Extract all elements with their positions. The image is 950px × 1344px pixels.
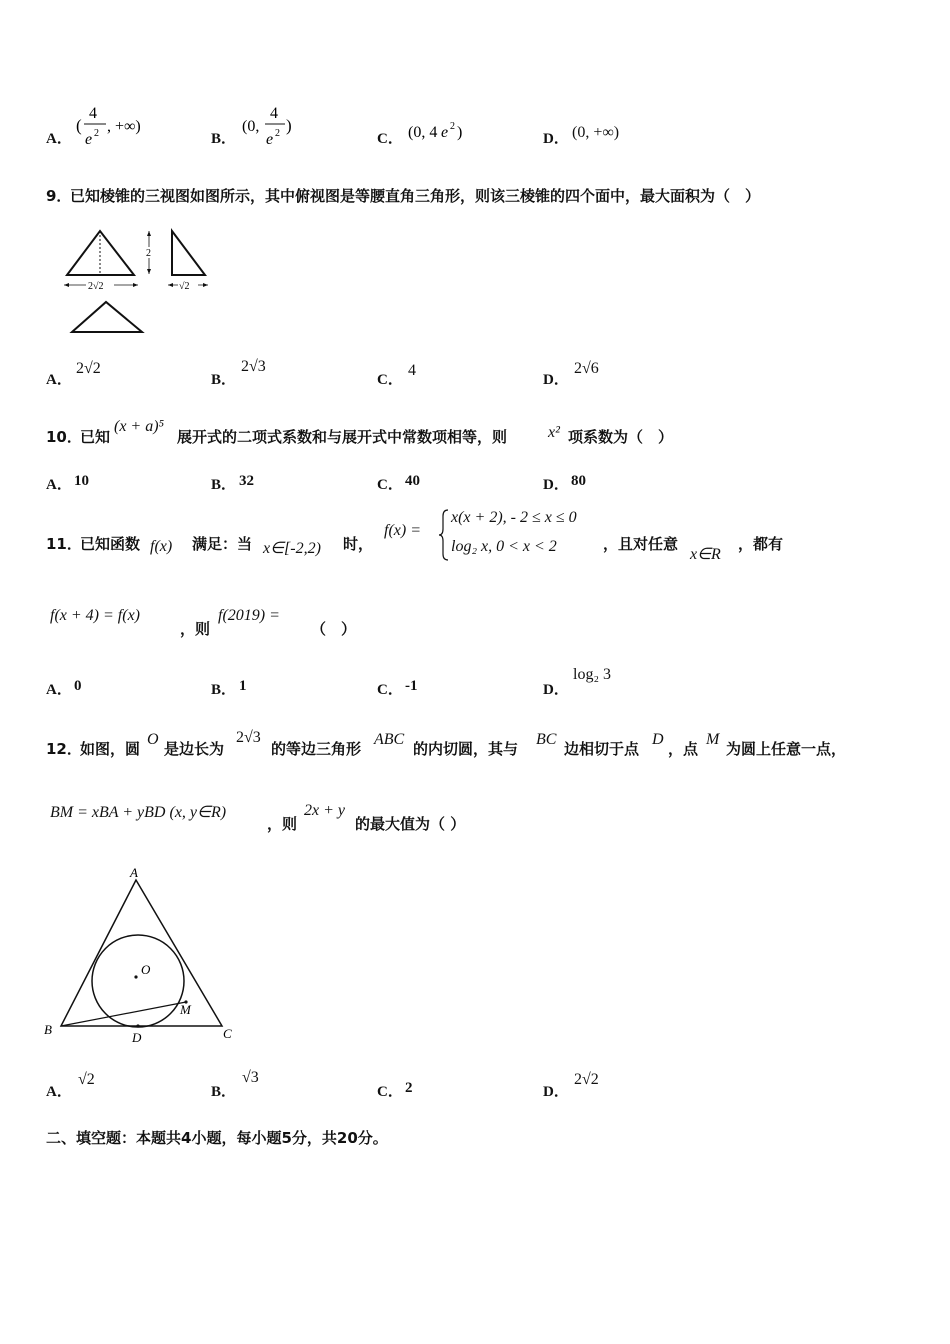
f2019-math: f(2019) = — [218, 607, 280, 624]
question-number: 10． — [46, 428, 82, 446]
periodic-math: f(x + 4) = f(x) — [50, 607, 140, 624]
option-a-label: A． — [46, 131, 72, 147]
option-b-value: 1 — [239, 678, 247, 694]
svg-text:(0, 4: (0, 4 — [408, 124, 438, 141]
abc-math: ABC — [374, 731, 405, 748]
target-math: 2x + y — [304, 802, 345, 819]
question-number: 9． — [46, 187, 72, 205]
option-d-value: 80 — [571, 473, 586, 489]
option-d-math: (0, +∞) — [572, 124, 620, 141]
stem-part: 展开式的二项式系数和与展开式中常数项相等，则 — [177, 428, 508, 446]
d-math: D — [652, 731, 664, 748]
option-d-math: 2√2 — [574, 1071, 599, 1088]
option-b-math: √3 — [242, 1069, 259, 1086]
section-heading: 二、填空题：本题共4小题，每小题5分，共20分。 — [46, 1129, 388, 1147]
stem-part: 项系数为（ ） — [568, 428, 674, 446]
svg-text:2: 2 — [450, 121, 455, 132]
stem-part: 如图，圆 — [80, 740, 141, 758]
o-math: O — [147, 731, 159, 748]
svg-text:e: e — [85, 131, 93, 148]
stem-part: ，则 — [267, 815, 298, 833]
option-d-math: log₂ 3 — [573, 666, 612, 683]
center-o-label: O — [141, 962, 151, 977]
stem-part: 已知函数 — [80, 535, 141, 553]
option-c-value: -1 — [405, 678, 418, 694]
option-d-math: 2√6 — [574, 360, 599, 377]
svg-text:2: 2 — [94, 128, 99, 139]
answer-blank: （ ） — [311, 620, 357, 638]
question-number: 11． — [46, 535, 82, 553]
svg-text:(: ( — [76, 116, 82, 135]
dim-side-label: √2 — [179, 281, 190, 292]
stem-part: 边相切于点 — [564, 740, 640, 758]
bc-math: BC — [536, 731, 557, 748]
option-a-label: A． — [46, 372, 72, 388]
xr-math: x∈R — [690, 546, 721, 563]
stem-part: ，则 — [180, 620, 211, 638]
three-view-figure — [58, 222, 218, 338]
option-b-label: B． — [211, 1084, 237, 1100]
option-b-label: B． — [211, 372, 237, 388]
option-d-label: D． — [543, 477, 569, 493]
stem-part: 的等边三角形 — [271, 740, 362, 758]
stem-part: 是边长为 — [164, 740, 225, 758]
svg-text:): ) — [457, 124, 463, 141]
svg-text:(0,: (0, — [242, 118, 260, 135]
option-c-math — [406, 118, 476, 144]
expr-math: (x + a)⁵ — [114, 418, 165, 435]
vector-math: BM = xBA + yBD (x, y∈R) — [50, 804, 227, 821]
option-a-label: A． — [46, 682, 72, 698]
option-a-label: A． — [46, 1084, 72, 1100]
option-b-label: B． — [211, 131, 237, 147]
stem-part: ，且对任意 — [603, 535, 679, 553]
incircle-figure — [40, 860, 245, 1050]
vertex-b-label: B — [44, 1022, 52, 1037]
option-c-value: 2 — [405, 1080, 413, 1096]
stem-part: ，都有 — [738, 535, 784, 553]
fx-math: f(x) — [150, 538, 173, 555]
option-c-label: C． — [377, 682, 403, 698]
option-a-value: 0 — [74, 678, 82, 694]
svg-text:e: e — [266, 131, 274, 148]
stem-part: 的内切圆，其与 — [413, 740, 519, 758]
option-a-math: 2√2 — [76, 360, 101, 377]
fdef-math: f(x) = — [384, 522, 421, 539]
option-b-math — [240, 100, 300, 150]
option-b-value: 32 — [239, 473, 254, 489]
option-d-label: D． — [543, 131, 569, 147]
domain-math: x∈[-2,2) — [263, 540, 321, 557]
option-b-math: 2√3 — [241, 358, 266, 375]
option-c-value: 40 — [405, 473, 420, 489]
dim-width-label: 2√2 — [88, 281, 104, 292]
option-a-math — [74, 100, 146, 150]
question-stem: 已知棱锥的三视图如图所示，其中俯视图是等腰直角三角形，则该三棱锥的四个面中，最大面积为（ ） — [70, 187, 761, 205]
brace — [438, 508, 450, 562]
stem-part: 时， — [343, 535, 374, 553]
svg-text:2: 2 — [275, 128, 280, 139]
stem-part: 满足：当 — [192, 535, 253, 553]
stem-part: 的最大值为（ ） — [355, 815, 466, 833]
case-1: x(x + 2), - 2 ≤ x ≤ 0 — [451, 509, 577, 526]
svg-text:4: 4 — [270, 105, 278, 122]
side-math: 2√3 — [236, 729, 261, 746]
option-d-label: D． — [543, 682, 569, 698]
stem-part: 为圆上任意一点， — [726, 740, 847, 758]
svg-text:e: e — [441, 124, 449, 141]
option-d-label: D． — [543, 372, 569, 388]
option-b-label: B． — [211, 477, 237, 493]
option-b-label: B． — [211, 682, 237, 698]
option-a-math: √2 — [78, 1071, 95, 1088]
option-c-label: C． — [377, 1084, 403, 1100]
option-d-label: D． — [543, 1084, 569, 1100]
vertex-c-label: C — [223, 1026, 232, 1041]
point-m-label: M — [180, 1002, 191, 1017]
stem-part: ，点 — [668, 740, 699, 758]
option-c-label: C． — [377, 372, 403, 388]
case-2: log₂ x, 0 < x < 2 — [451, 538, 557, 555]
option-a-value: 10 — [74, 473, 89, 489]
dim-height-label: 2 — [146, 248, 151, 259]
option-c-math: 4 — [408, 362, 416, 379]
term-math: x² — [548, 424, 560, 441]
m-math: M — [706, 731, 720, 748]
stem-part: 已知 — [80, 428, 111, 446]
svg-text:): ) — [286, 116, 292, 135]
svg-text:4: 4 — [89, 105, 97, 122]
question-number: 12． — [46, 740, 82, 758]
option-c-label: C． — [377, 477, 403, 493]
point-d-label: D — [132, 1030, 142, 1045]
option-c-label: C． — [377, 131, 403, 147]
svg-text:, +∞): , +∞) — [107, 118, 141, 135]
vertex-a-label: A — [130, 865, 138, 880]
option-a-label: A． — [46, 477, 72, 493]
